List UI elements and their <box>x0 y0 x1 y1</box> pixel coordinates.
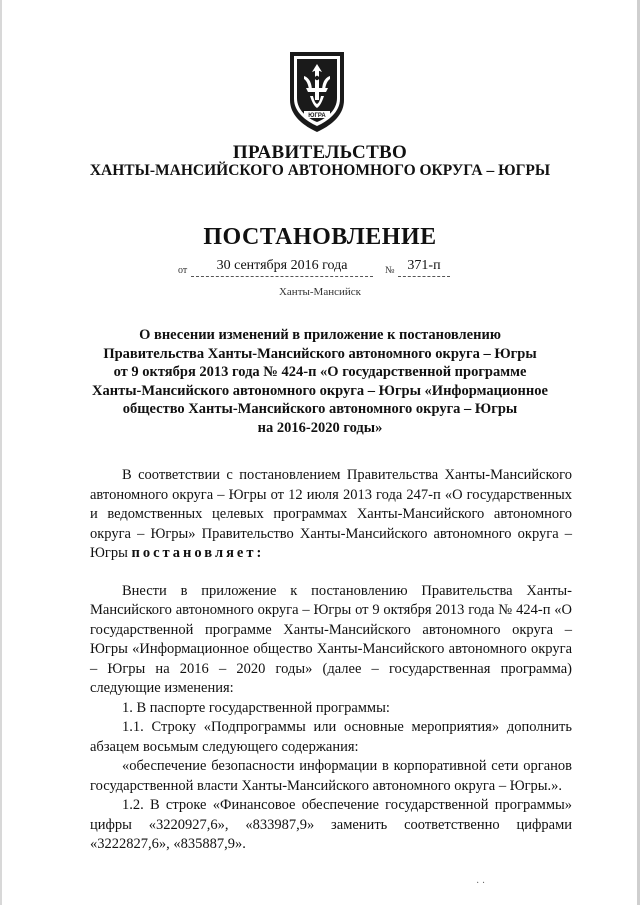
date-underline <box>191 276 373 277</box>
paragraph-item-1: 1. В паспорте государственной программы: <box>122 699 390 716</box>
paragraph-item-1-2: 1.2. В строке «Финансовое обеспечение государственной программы» цифры «3220927,6», «833987,9» заменить соответственно цифрами «3222827,6», «835887,9». <box>90 797 572 852</box>
government-title: ПРАВИТЕЛЬСТВО <box>232 142 408 163</box>
date-number-row <box>0 258 640 278</box>
subject-line: Ханты-Мансийского автономного округа – Югры «Информационное <box>92 382 548 399</box>
paragraph-item-1-1: 1.1. Строку «Подпрограммы или основные мероприятия» дополнить абзацем восьмым следующего содержания: <box>90 719 572 755</box>
paragraph-main: Внести в приложение к постановлению Правительства Ханты-Мансийского автономного округа – Югры от 9 октября 2013 года № 424-п «О государственной программе Ханты-Мансийского автономного округа – Югры «Информационное общество Ханты-Мансийского автономного округа – Югры на 2016 – 2020 годы» (далее – государственная программа) следующие изменения: <box>90 582 572 696</box>
document-body <box>90 466 572 855</box>
paragraph-preamble <box>90 466 572 564</box>
city-name: Ханты-Мансийск <box>278 286 361 298</box>
scan-edge-left <box>0 0 2 905</box>
subject-line: от 9 октября 2013 года № 424-п «О государственной программе <box>113 364 527 380</box>
date-label: от <box>178 265 188 276</box>
coat-of-arms-icon <box>284 48 350 134</box>
number-underline <box>398 276 450 277</box>
document-type: ПОСТАНОВЛЕНИЕ <box>203 224 437 250</box>
subject-line: общество Ханты-Мансийского автономного округа – Югры <box>122 401 518 417</box>
document-number: 371-п <box>407 258 441 273</box>
preamble-text: В соответствии с постановлением Правительства Ханты-Мансийского автономного округа – Югры от 12 июля 2013 года 247-п «О государственных и ведомственных целевых программах Ханты-Мансийского автономного округа – Югры» Правительство Ханты-Мансийского автономного округа – Югры <box>90 467 572 561</box>
government-region: ХАНТЫ-МАНСИЙСКОГО АВТОНОМНОГО ОКРУГА – ЮГРЫ <box>89 162 551 179</box>
document-date: 30 сентября 2016 года <box>216 258 348 273</box>
subject-line: на 2016-2020 годы» <box>257 419 383 436</box>
scan-artifact: · · <box>476 878 486 889</box>
svg-text:ЮГРА: ЮГРА <box>308 113 326 119</box>
paragraph-quote: «обеспечение безопасности информации в корпоративной сети органов государственной власти Ханты-Мансийского автономного округа – Югры.». <box>90 758 572 794</box>
subject-line: О внесении изменений в приложение к постановлению <box>139 327 501 343</box>
document-subject <box>80 326 560 437</box>
number-label: № <box>385 265 395 276</box>
resolve-word: постановляет: <box>131 545 265 561</box>
subject-line: Правительства Ханты-Мансийского автономного округа – Югры <box>103 345 537 362</box>
